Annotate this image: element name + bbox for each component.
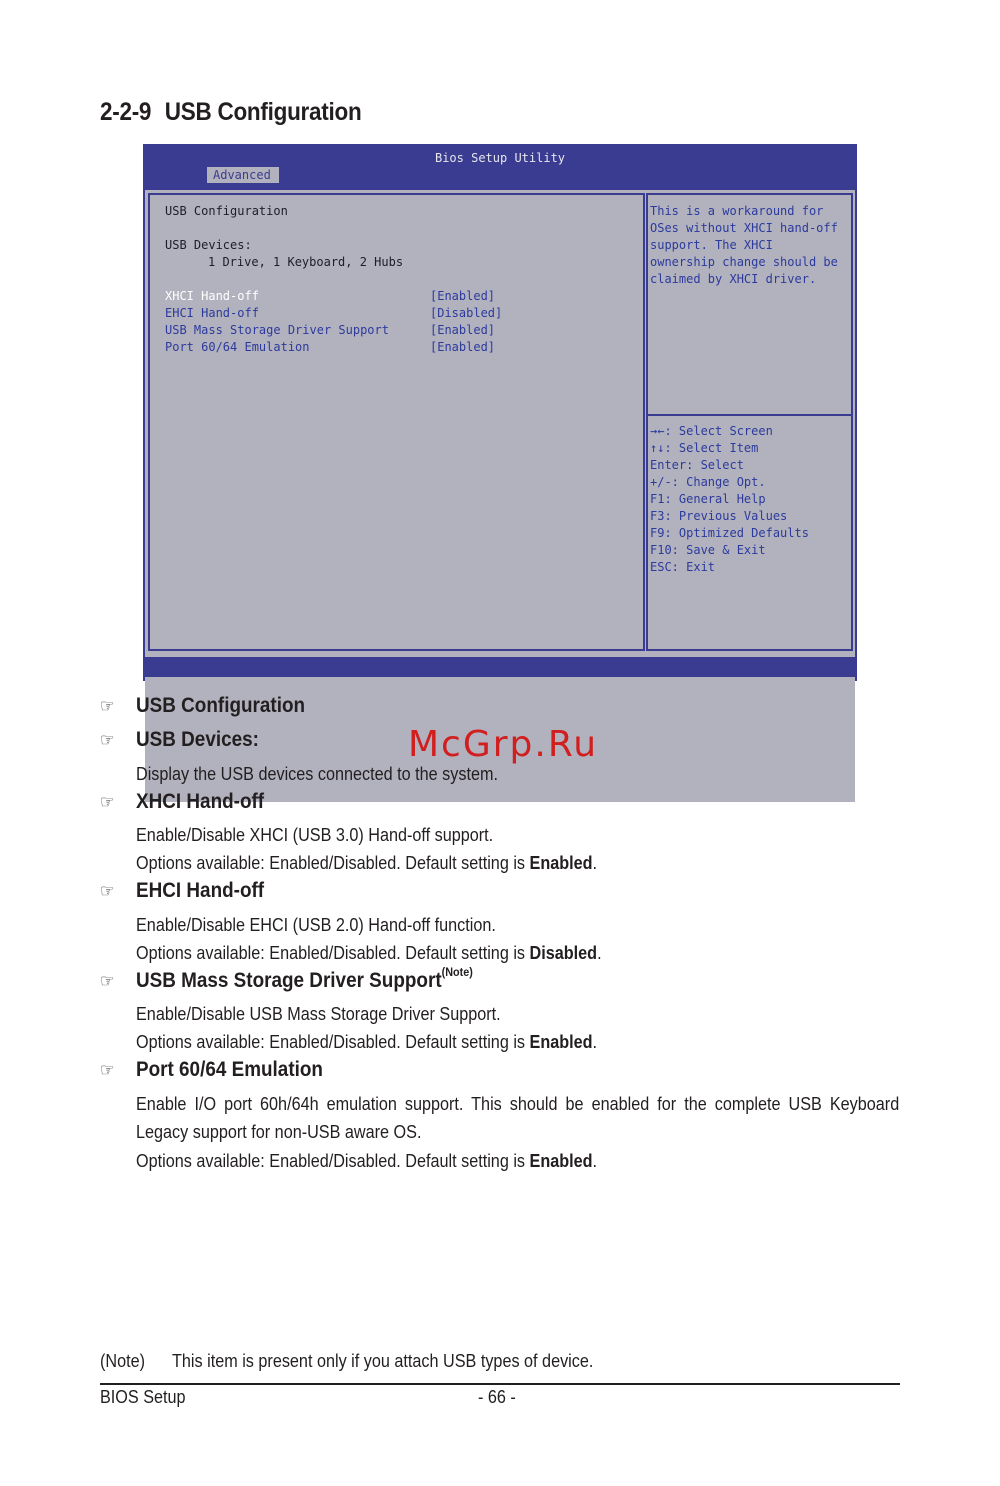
mass-storage-options: Options available: Enabled/Disabled. Default setting is Enabled. [136, 1032, 598, 1052]
key-help-line: F9: Optimized Defaults [650, 526, 809, 540]
bios-heading: USB Configuration [165, 204, 288, 218]
bios-settings-pane [148, 193, 645, 651]
page-number: - 66 - [478, 1387, 516, 1407]
ehci-desc: Enable/Disable EHCI (USB 2.0) Hand-off function. [136, 915, 496, 935]
item-ehci-title: ☞ EHCI Hand-off [100, 879, 265, 902]
note-mark: (Note) [441, 965, 473, 979]
mass-storage-desc: Enable/Disable USB Mass Storage Driver Support. [136, 1004, 501, 1024]
hand-pointer-icon: ☞ [100, 881, 115, 901]
item-mass-storage-title: ☞ USB Mass Storage Driver Support$^{(Note)}$ [100, 965, 473, 992]
key-help-line: F1: General Help [650, 492, 766, 506]
hand-pointer-icon: ☞ [100, 696, 115, 716]
hand-pointer-icon: ☞ [100, 1060, 115, 1080]
section-heading [100, 98, 361, 127]
key-help-line: →←: Select Screen [650, 424, 773, 438]
watermark: McGrp.Ru [408, 724, 599, 765]
setting-ehci-label[interactable]: EHCI Hand-off [165, 306, 259, 320]
footer-divider [100, 1383, 900, 1385]
help-text-line: OSes without XHCI hand-off [650, 221, 838, 235]
footer-chapter: BIOS Setup [100, 1387, 186, 1407]
item-usb-configuration-title: ☞ USB Configuration [100, 694, 306, 717]
setting-port6064-label[interactable]: Port 60/64 Emulation [165, 340, 310, 354]
section-title: USB Configuration [164, 98, 362, 126]
port6064-options: Options available: Enabled/Disabled. Default setting is Enabled. [136, 1151, 598, 1171]
setting-mass-storage-label[interactable]: USB Mass Storage Driver Support [165, 323, 389, 337]
bios-window-title: Bios Setup Utility [434, 151, 566, 165]
setting-port6064-value[interactable]: [Enabled] [430, 340, 496, 354]
key-help-line: F3: Previous Values [650, 509, 788, 523]
xhci-desc: Enable/Disable XHCI (USB 3.0) Hand-off support. [136, 825, 494, 845]
setting-mass-storage-value[interactable]: [Enabled] [430, 323, 496, 337]
tab-advanced[interactable]: Advanced [207, 167, 279, 183]
help-text-line: ownership change should be [650, 255, 838, 269]
setting-xhci-value[interactable]: [Enabled] [430, 289, 496, 303]
usb-devices-value: 1 Drive, 1 Keyboard, 2 Hubs [208, 255, 404, 269]
usb-devices-label: USB Devices: [165, 238, 252, 252]
bios-help-pane [646, 193, 853, 651]
key-help-line: ↑↓: Select Item [650, 441, 759, 455]
hand-pointer-icon: ☞ [100, 730, 115, 750]
footnote-tag: (Note) [100, 1351, 146, 1371]
help-text-line: support. The XHCI [650, 238, 773, 252]
xhci-options: Options available: Enabled/Disabled. Default setting is Enabled. [136, 853, 598, 873]
footnote [100, 1351, 593, 1372]
bios-status-bar [143, 657, 857, 677]
help-text-line: claimed by XHCI driver. [650, 272, 817, 286]
section-number: 2-2-9 [100, 98, 152, 126]
ehci-options: Options available: Enabled/Disabled. Default setting is Disabled. [136, 943, 602, 963]
setting-xhci-label[interactable]: XHCI Hand-off [165, 289, 259, 303]
item-usb-devices-title: ☞ USB Devices: [100, 728, 259, 751]
key-help-line: ESC: Exit [650, 560, 716, 574]
setting-ehci-value[interactable]: [Disabled] [430, 306, 503, 320]
port6064-desc: Enable I/O port 60h/64h emulation support. This should be enabled for the complete USB Keyboard Legacy support for non-USB aware OS. [136, 1094, 900, 1142]
key-help-line: +/-: Change Opt. [650, 475, 766, 489]
key-help-line: Enter: Select [650, 458, 744, 472]
bios-screenshot [143, 144, 857, 681]
usb-devices-desc: Display the USB devices connected to the system. [136, 764, 498, 784]
help-divider [648, 414, 851, 416]
footnote-text: This item is present only if you attach USB types of device. [172, 1351, 594, 1371]
item-xhci-title: ☞ XHCI Hand-off [100, 790, 265, 813]
key-help-line: F10: Save & Exit [650, 543, 766, 557]
hand-pointer-icon: ☞ [100, 971, 115, 991]
item-port6064-title: ☞ Port 60/64 Emulation [100, 1058, 323, 1081]
hand-pointer-icon: ☞ [100, 792, 115, 812]
help-text-line: This is a workaround for [650, 204, 824, 218]
